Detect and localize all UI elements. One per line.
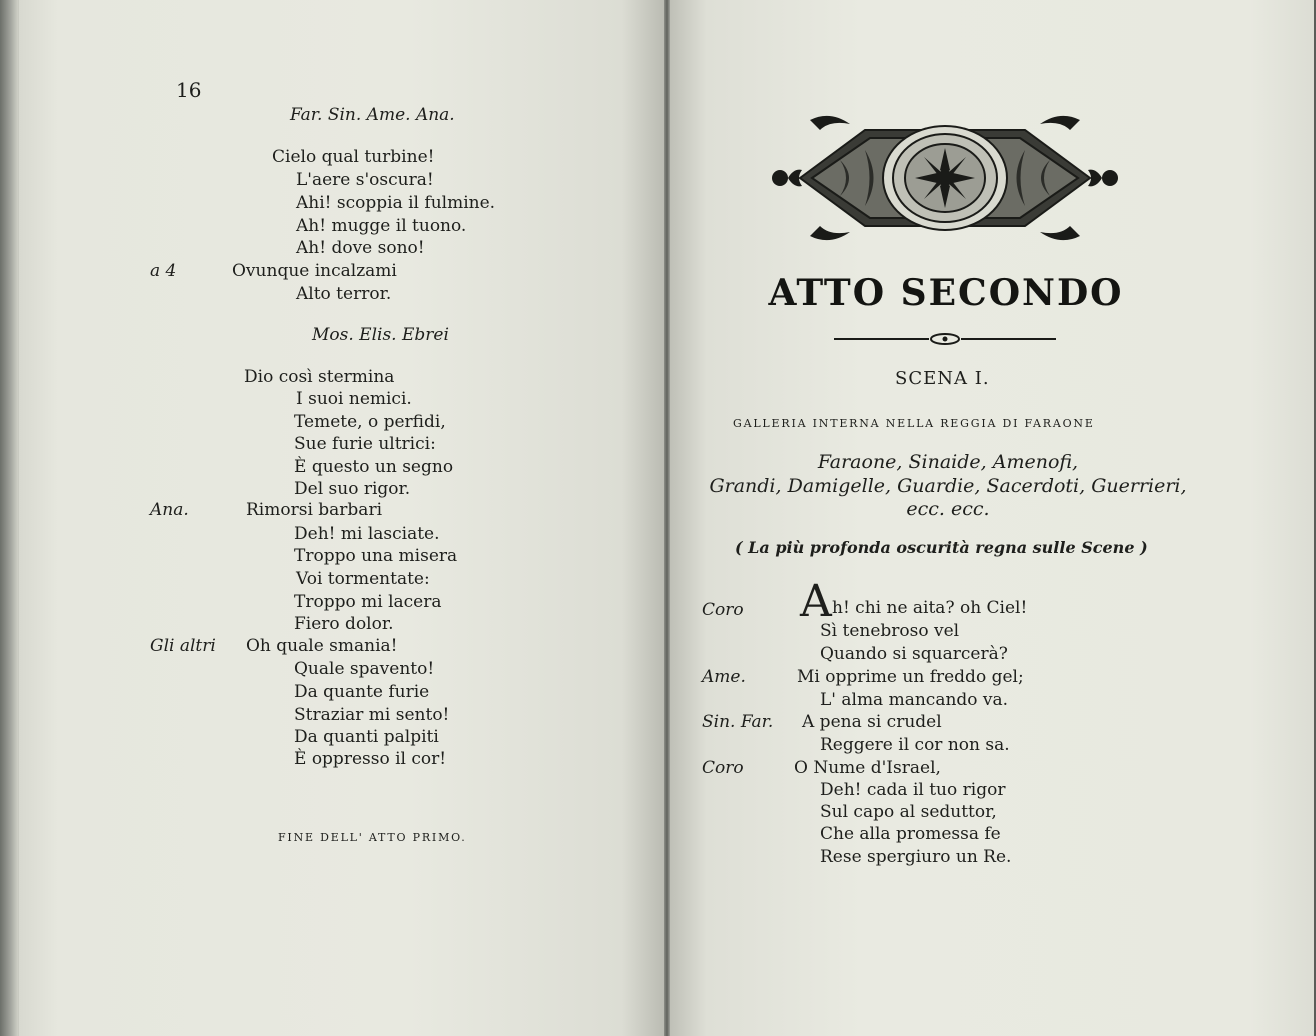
verse-line: Rimorsi barbari xyxy=(246,500,383,520)
drop-cap: A xyxy=(800,576,832,627)
verse-line: È oppresso il cor! xyxy=(294,749,447,769)
heading-speakers-2: Mos. Elis. Ebrei xyxy=(312,325,449,345)
verse-line: O Nume d'Israel, xyxy=(794,758,941,778)
verse-line: Sì tenebroso vel xyxy=(820,621,960,641)
verse-line: Temete, o perfidi, xyxy=(294,412,446,432)
scene-heading: SCENA I. xyxy=(895,368,990,389)
speaker-label: Ame. xyxy=(702,667,746,687)
speaker-label: Sin. Far. xyxy=(702,712,774,732)
verse-line: È questo un segno xyxy=(294,457,454,477)
verse-line: Mi opprime un freddo gel; xyxy=(797,667,1024,687)
characters-line: Grandi, Damigelle, Guardie, Sacerdoti, Guerrieri, xyxy=(709,475,1187,497)
verse-line: L'aere s'oscura! xyxy=(296,170,434,190)
verse-line: Che alla promessa fe xyxy=(820,824,1001,844)
verse-line: h! chi ne aita? oh Ciel! xyxy=(832,598,1028,618)
speaker-label: Gli altri xyxy=(150,636,216,656)
speaker-label: Coro xyxy=(702,758,744,778)
verse-line: Cielo qual turbine! xyxy=(272,147,435,167)
characters-line: ecc. ecc. xyxy=(906,498,990,520)
verse-line: Ah! dove sono! xyxy=(296,238,425,258)
divider-rule xyxy=(834,330,1056,342)
verse-line: L' alma mancando va. xyxy=(820,690,1009,710)
page-number: 16 xyxy=(176,78,202,102)
verse-line: Sue furie ultrici: xyxy=(294,434,436,454)
stage-direction: ( La più profonda oscurità regna sulle Scene ) xyxy=(735,538,1148,557)
act-title: ATTO SECONDO xyxy=(768,272,1124,314)
verse-line: Alto terror. xyxy=(296,284,392,304)
speaker-label: a 4 xyxy=(150,261,177,281)
verse-line: Sul capo al seduttor, xyxy=(820,802,997,822)
verse-line: Quale spavento! xyxy=(294,659,435,679)
verse-line: Ah! mugge il tuono. xyxy=(296,216,467,236)
verse-line: Ovunque incalzami xyxy=(232,261,397,281)
book-edge xyxy=(0,0,18,1036)
verse-line: Straziar mi sento! xyxy=(294,705,450,725)
verse-line: Reggere il cor non sa. xyxy=(820,735,1010,755)
verse-line: Voi tormentate: xyxy=(296,569,430,589)
end-of-act: FINE DELL' ATTO PRIMO. xyxy=(278,831,467,844)
verse-line: Da quanti palpiti xyxy=(294,727,439,747)
verse-line: Dio così stermina xyxy=(244,367,395,387)
verse-line: Rese spergiuro un Re. xyxy=(820,847,1012,867)
verse-line: Deh! cada il tuo rigor xyxy=(820,780,1006,800)
verse-line: Deh! mi lasciate. xyxy=(294,524,440,544)
ornament-headpiece xyxy=(770,110,1120,245)
ornament-icon xyxy=(770,110,1120,245)
verse-line: Troppo una misera xyxy=(294,546,458,566)
verse-line: Ahi! scoppia il fulmine. xyxy=(296,193,496,213)
characters-line: Faraone, Sinaide, Amenofi, xyxy=(817,451,1079,473)
verse-line: I suoi nemici. xyxy=(296,389,412,409)
heading-speakers-1: Far. Sin. Ame. Ana. xyxy=(290,105,455,125)
verse-line: Del suo rigor. xyxy=(294,479,411,499)
verse-line: Oh quale smania! xyxy=(246,636,398,656)
scene-setting: GALLERIA INTERNA NELLA REGGIA DI FARAONE xyxy=(733,417,1095,430)
speaker-label: Coro xyxy=(702,600,744,620)
verse-line: A pena si crudel xyxy=(802,712,942,732)
speaker-label: Ana. xyxy=(150,500,189,520)
verse-line: Quando si squarcerà? xyxy=(820,644,1008,664)
verse-line: Da quante furie xyxy=(294,682,430,702)
verse-line: Fiero dolor. xyxy=(294,614,394,634)
verse-line: Troppo mi lacera xyxy=(294,592,442,612)
